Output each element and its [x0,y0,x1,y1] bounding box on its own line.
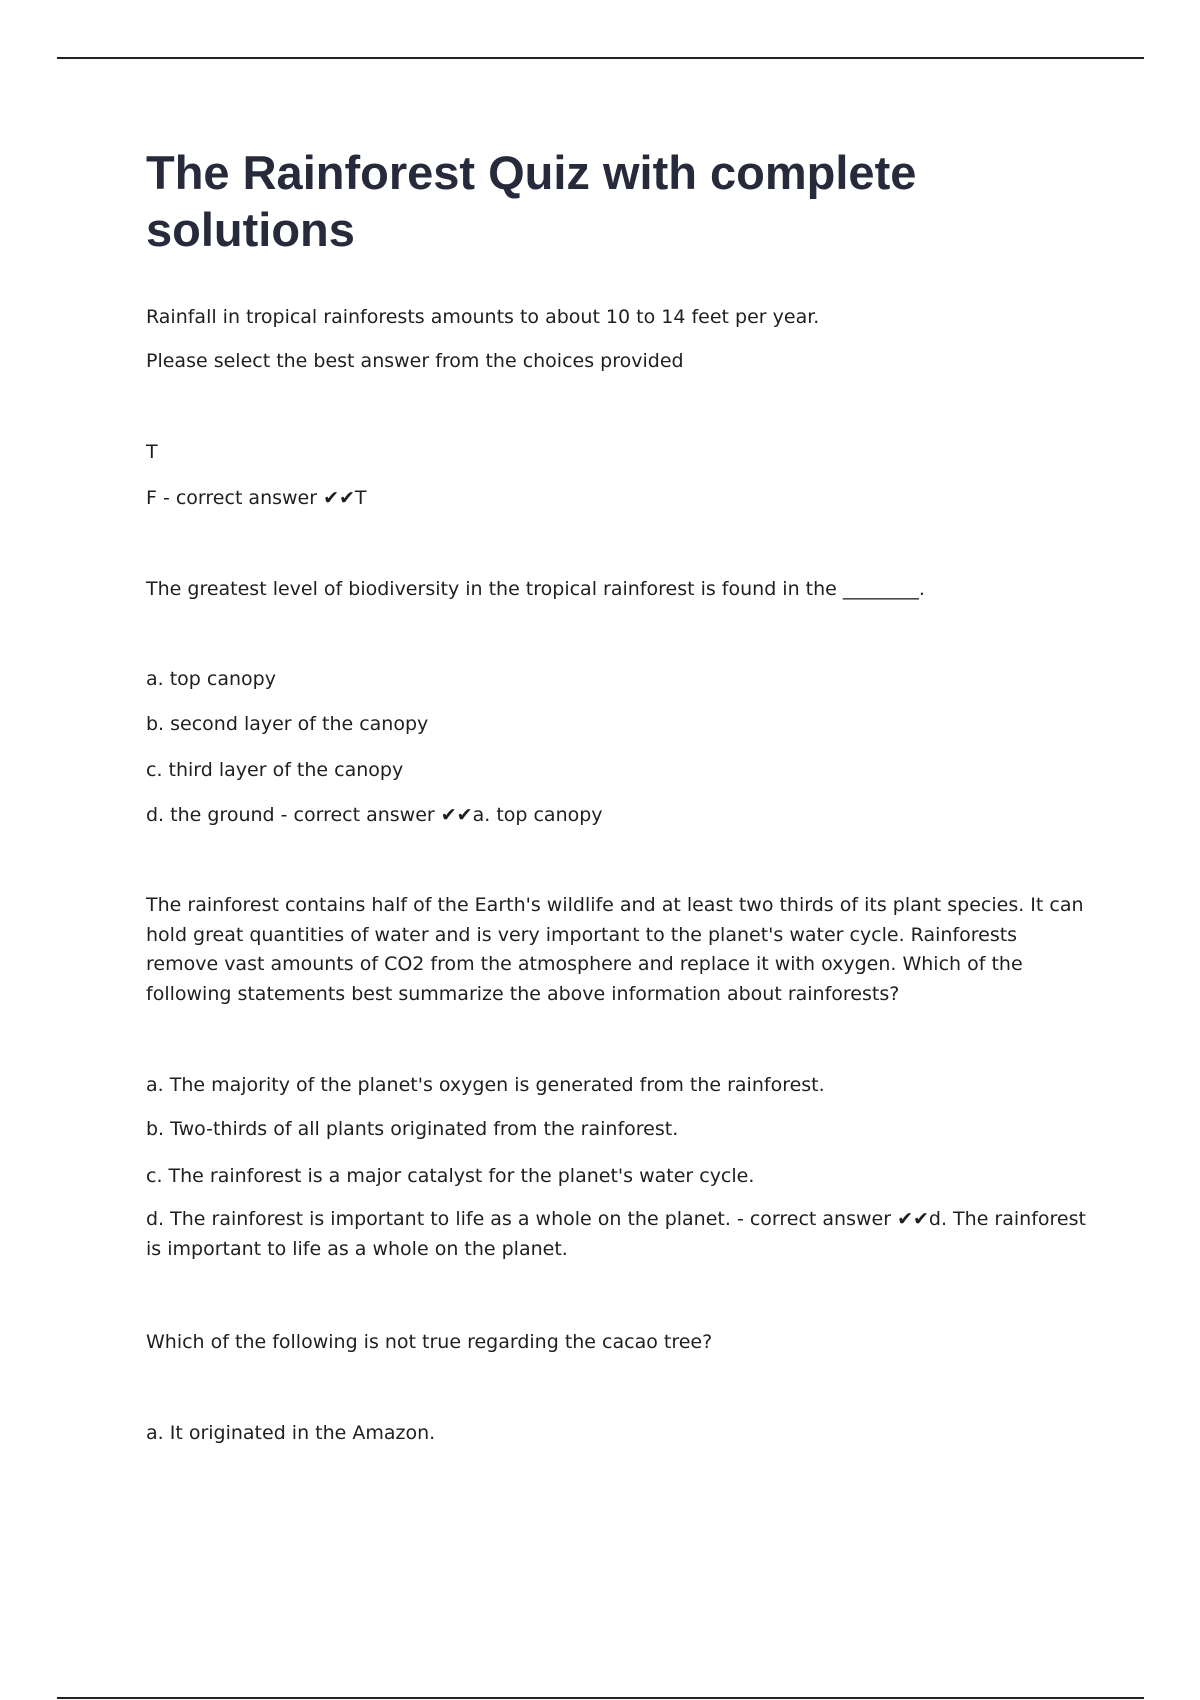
question-2-option-a: a. top canopy [146,668,276,690]
question-3-option-c: c. The rainforest is a major catalyst for the planet's water cycle. [146,1165,755,1187]
question-2-prompt: The greatest level of biodiversity in the tropical rainforest is found in the ________. [146,578,925,600]
question-2-option-d-answer: d. the ground - correct answer ✔✔a. top canopy [146,804,603,826]
question-2-option-c: c. third layer of the canopy [146,759,404,781]
bottom-divider [57,1697,1144,1699]
question-4-prompt: Which of the following is not true regarding the cacao tree? [146,1331,713,1353]
question-3-option-b: b. Two-thirds of all plants originated from the rainforest. [146,1118,679,1140]
question-1-instruction: Please select the best answer from the choices provided [146,350,684,372]
question-3-option-d-answer: d. The rainforest is important to life as a whole on the planet. - correct answer ✔✔d. The rainforest is important to life as a whole on the planet. [146,1208,1086,1260]
question-3-prompt: The rainforest contains half of the Earth's wildlife and at least two thirds of its plant species. It can hold great quantities of water and is very important to the planet's water cycle. Rainforests remove vast amounts of CO2 from the atmosphere and replace it with oxygen. Which of the following statements best summarize the above information about rainforests? [146,894,1084,1005]
document-title: The Rainforest Quiz with complete solutions [146,146,917,256]
question-1-statement: Rainfall in tropical rainforests amounts to about 10 to 14 feet per year. [146,306,820,328]
question-3-option-a: a. The majority of the planet's oxygen is generated from the rainforest. [146,1074,825,1096]
top-divider [57,57,1144,59]
question-2-option-b: b. second layer of the canopy [146,713,429,735]
question-1-option-f-answer: F - correct answer ✔✔T [146,487,367,509]
question-1-option-t: T [146,441,158,463]
question-4-option-a: a. It originated in the Amazon. [146,1422,436,1444]
